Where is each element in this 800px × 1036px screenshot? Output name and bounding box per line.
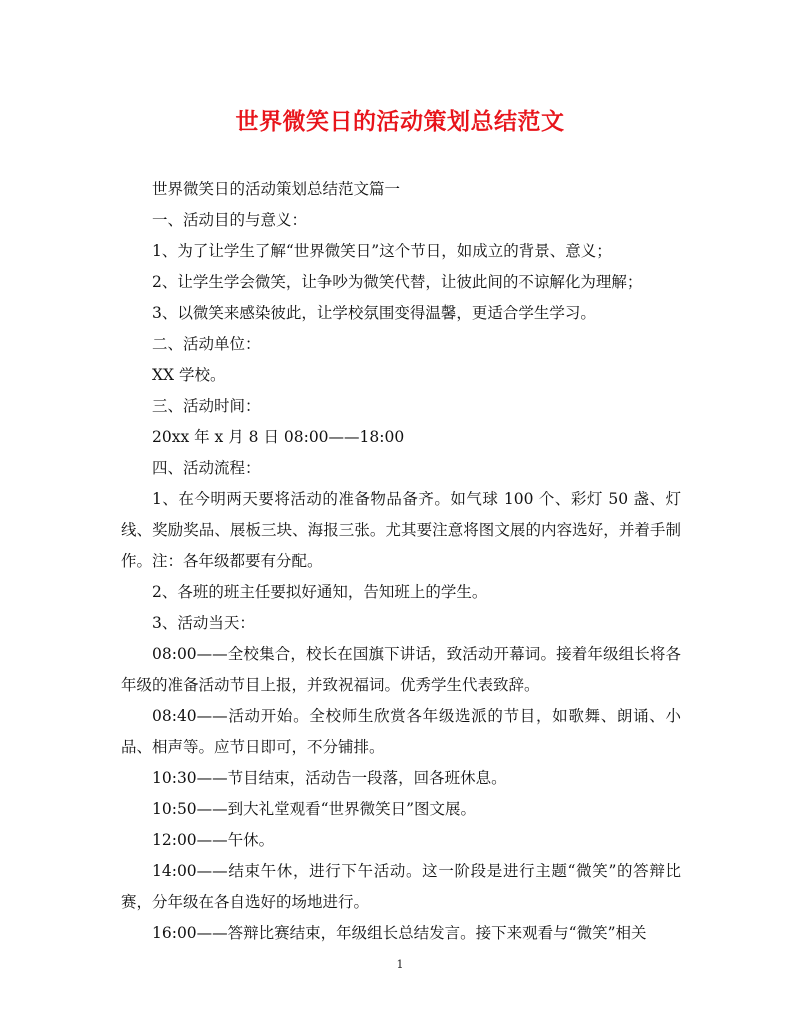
paragraph: 08:40——活动开始。全校师生欣赏各年级选派的节目，如歌舞、朗诵、小品、相声等。应节日即可，不分铺排。 — [121, 707, 681, 756]
paragraph: 二、活动单位： — [152, 335, 261, 353]
paragraph: 一、活动目的与意义： — [152, 211, 308, 229]
paragraph: 3、活动当天： — [152, 614, 255, 632]
paragraph: 20xx 年 x 月 8 日 08:00——18:00 — [152, 428, 405, 446]
paragraph: 3、以微笑来感染彼此，让学校氛围变得温馨，更适合学生学习。 — [152, 304, 596, 322]
paragraph: 2、各班的班主任要拟好通知，告知班上的学生。 — [152, 583, 488, 601]
paragraph: 1、为了让学生了解“世界微笑日”这个节日，如成立的背景、意义； — [152, 242, 612, 260]
paragraph: 10:30——节目结束，活动告一段落，回各班休息。 — [152, 769, 507, 787]
document-body — [121, 174, 681, 949]
section-heading: 世界微笑日的活动策划总结范文篇一 — [152, 180, 401, 198]
paragraph: 2、让学生学会微笑，让争吵为微笑代替，让彼此间的不谅解化为理解； — [152, 273, 643, 291]
paragraph: 三、活动时间： — [152, 397, 261, 415]
paragraph: 16:00——答辩比赛结束，年级组长总结发言。接下来观看与“微笑”相关 — [152, 924, 647, 942]
paragraph: 四、活动流程： — [152, 459, 261, 477]
document-title: 世界微笑日的活动策划总结范文 — [235, 108, 565, 135]
paragraph: 1、在今明两天要将活动的准备物品备齐。如气球 100 个、彩灯 50 盏、灯线、奖励奖品、展板三块、海报三张。尤其要注意将图文展的内容选好，并着手制作。注：各年级都要有分配。 — [121, 490, 681, 570]
paragraph: 08:00——全校集合，校长在国旗下讲话，致活动开幕词。接着年级组长将各年级的准备活动节目上报，并致祝福词。优秀学生代表致辞。 — [121, 645, 681, 694]
page-number: 1 — [396, 958, 404, 971]
paragraph: 12:00——午休。 — [152, 831, 275, 849]
paragraph: 10:50——到大礼堂观看“世界微笑日”图文展。 — [152, 800, 477, 818]
paragraph: 14:00——结束午休，进行下午活动。这一阶段是进行主题“微笑”的答辩比赛，分年级在各自选好的场地进行。 — [121, 862, 681, 911]
paragraph: XX 学校。 — [152, 366, 226, 384]
